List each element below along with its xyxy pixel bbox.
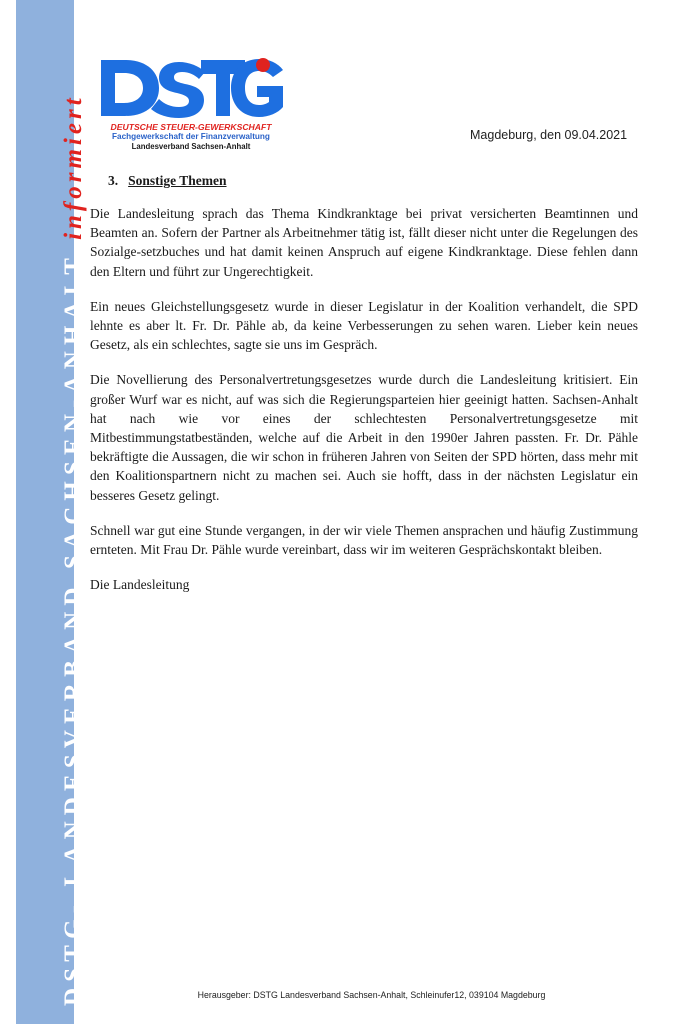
body-text <box>90 204 638 610</box>
logo-red-dot <box>256 58 270 72</box>
dstg-wordmark <box>97 56 285 120</box>
sidebar-org-name: DSTG- LANDESVERBAND SACHSEN-ANHALT <box>60 252 87 1006</box>
paragraph-kindkranktage: Die Landesleitung sprach das Thema Kindkranktage bei privat versicherten Beamtinnen und Beamten an. Sofern der Partner als Arbeitnehmer tätig ist, fällt dieser nicht unter die Regelungen des Sozialge-setzbuches und hat damit keinen Anspruch auf eigene Kindkranktage. Diese fehlen dann den Eltern und führt zur Ungerechtigkeit. <box>90 206 638 279</box>
signoff: Die Landesleitung <box>90 577 190 593</box>
dateline: Magdeburg, den 09.04.2021 <box>470 128 628 142</box>
logo-line-3: Landesverband Sachsen-Anhalt <box>131 142 251 151</box>
sidebar-title <box>61 94 86 1006</box>
paragraph-conclusion: Schnell war gut eine Stunde vergangen, in der wir viele Themen ansprachen und häufig Zustimmung ernteten. Mit Frau Dr. Pähle wurde vereinbart, dass wir im weiteren Gesprächskontakt bleiben. <box>90 522 638 558</box>
section-title: Sonstige Themen <box>128 173 227 188</box>
dstg-logo <box>97 56 285 154</box>
logo-letter-d <box>101 60 159 116</box>
paragraph-personalvertretungsgesetz: Die Novellierung des Personalvertretungsgesetzes wurde durch die Landesleitung kritisiert. Ein großer Wurf war es nicht, auf was sich die Regierungsparteien hier geeinigt hatten. Sachsen-Anhalt hat nach wie vor eines der schlechtesten Personalvertretungsgesetze mit Mitbestimmungstatbeständen, welche auf die Arbeit in den 1990er Jahren passten. Fr. Dr. Pähle bekräftigte die Aussagen, die wir schon in früheren Jahren von Seiten der SPD hörten, dass mehr mit den Koalitionspartnern nicht zu machen sei. Auch sie hofft, dass in der nächsten Legislatur ein besseres Gesetz gelingt. <box>90 372 638 503</box>
section-number: 3. <box>108 173 119 188</box>
section-heading <box>108 173 227 189</box>
logo-line-1: DEUTSCHE STEUER-GEWERKSCHAFT <box>110 122 272 132</box>
footer-publisher: Herausgeber: DSTG Landesverband Sachsen-Anhalt, Schleinufer12, 039104 Magdeburg <box>197 990 546 1000</box>
logo-line-2: Fachgewerkschaft der Finanzverwaltung <box>112 132 270 141</box>
sidebar-informiert: informiert <box>60 94 87 240</box>
sidebar-banner <box>16 0 87 1024</box>
paragraph-gleichstellungsgesetz: Ein neues Gleichstellungsgesetz wurde in dieser Legislatur in der Koalition verhandelt, die SPD lehnte es aber lt. Fr. Dr. Pähle ab, da keine Verbesserungen zu sehen waren. Lieber kein neues Gesetz, als ein schlechtes, sagte sie uns im Gespräch. <box>90 298 638 353</box>
logo-letter-s <box>151 62 205 118</box>
